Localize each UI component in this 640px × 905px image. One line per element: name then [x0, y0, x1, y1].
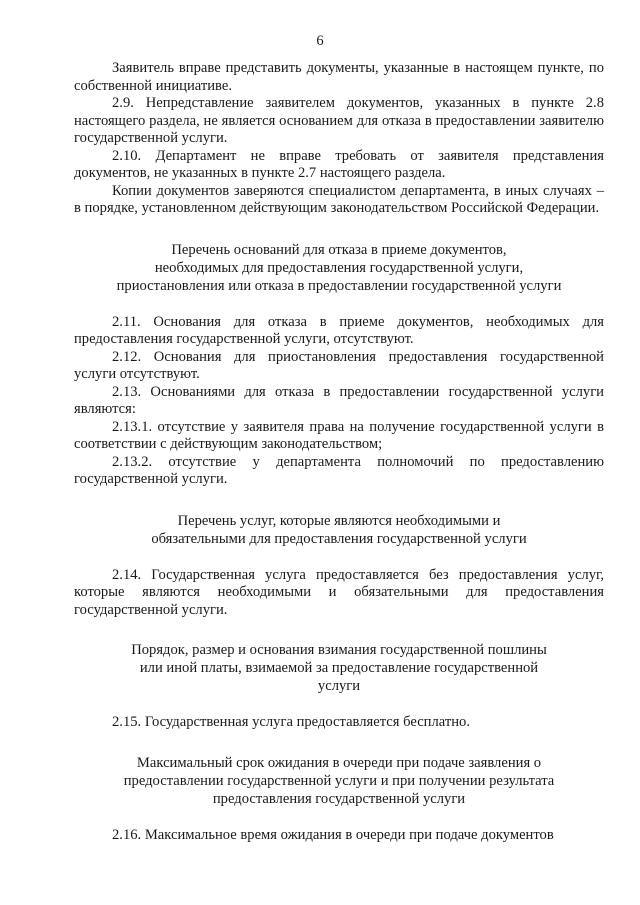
section-heading-required-services: [74, 512, 604, 548]
heading-line: приостановления или отказа в предоставлении государственной услуги: [116, 277, 562, 294]
paragraph-2-9: 2.9. Непредставление заявителем документов, указанных в пункте 2.8 настоящего раздела, не является основанием для отказа в предоставлении заявителю государственной услуги.: [74, 95, 604, 146]
section-heading-queue-time: [74, 754, 604, 808]
paragraph-2-14: 2.14. Государственная услуга предоставляется без предоставления услуг, которые являются необходимыми и обязательными для предоставления государственной услуги.: [74, 566, 604, 618]
heading-line: Перечень оснований для отказа в приеме документов,: [171, 241, 507, 258]
heading-line: Перечень услуг, которые являются необходимыми и: [177, 512, 501, 529]
paragraph-copies: Копии документов заверяются специалистом департамента, в иных случаях – в порядке, установленном действующим законодательством Российской Федерации.: [74, 182, 604, 216]
paragraph-2-13-1: 2.13.1. отсутствие у заявителя права на получение государственной услуги в соответствии с действующим законодательством;: [74, 418, 604, 452]
heading-line: предоставления государственной услуги: [212, 790, 466, 807]
paragraph-own-initiative: Заявитель вправе представить документы, указанные в настоящем пункте, по собственной инициативе.: [74, 60, 604, 94]
paragraph-2-10: 2.10. Департамент не вправе требовать от заявителя представления документов, не указанных в пункте 2.7 настоящего раздела.: [74, 147, 604, 181]
section-heading-refusal-grounds: [74, 241, 604, 295]
paragraph-2-15: 2.15. Государственная услуга предоставляется бесплатно.: [112, 714, 471, 730]
heading-line: услуги: [317, 678, 361, 694]
heading-line: или иной платы, взимаемой за предоставление государственной: [139, 660, 539, 676]
heading-line: необходимых для предоставления государственной услуги,: [154, 259, 524, 276]
paragraph-2-16: 2.16. Максимальное время ожидания в очереди при подаче документов: [112, 826, 554, 843]
document-body: [74, 60, 604, 844]
paragraph-2-13-2: 2.13.2. отсутствие у департамента полномочий по предоставлению государственной услуги.: [74, 453, 604, 487]
paragraph-2-12: 2.12. Основания для приостановления предоставления государственной услуги отсутствуют.: [74, 348, 604, 382]
heading-line: Максимальный срок ожидания в очереди при подаче заявления о: [136, 754, 542, 771]
paragraph-2-13: 2.13. Основаниями для отказа в предоставлении государственной услуги являются:: [74, 383, 604, 417]
heading-line: обязательными для предоставления государственной услуги: [151, 530, 527, 547]
paragraph-2-11: 2.11. Основания для отказа в приеме документов, необходимых для предоставления государственной услуги, отсутствуют.: [74, 313, 604, 347]
page-number: 6: [316, 33, 324, 49]
section-heading-fee: [74, 641, 604, 695]
heading-line: Порядок, размер и основания взимания государственной пошлины: [131, 642, 547, 658]
heading-line: предоставлении государственной услуги и при получении результата: [123, 772, 555, 789]
